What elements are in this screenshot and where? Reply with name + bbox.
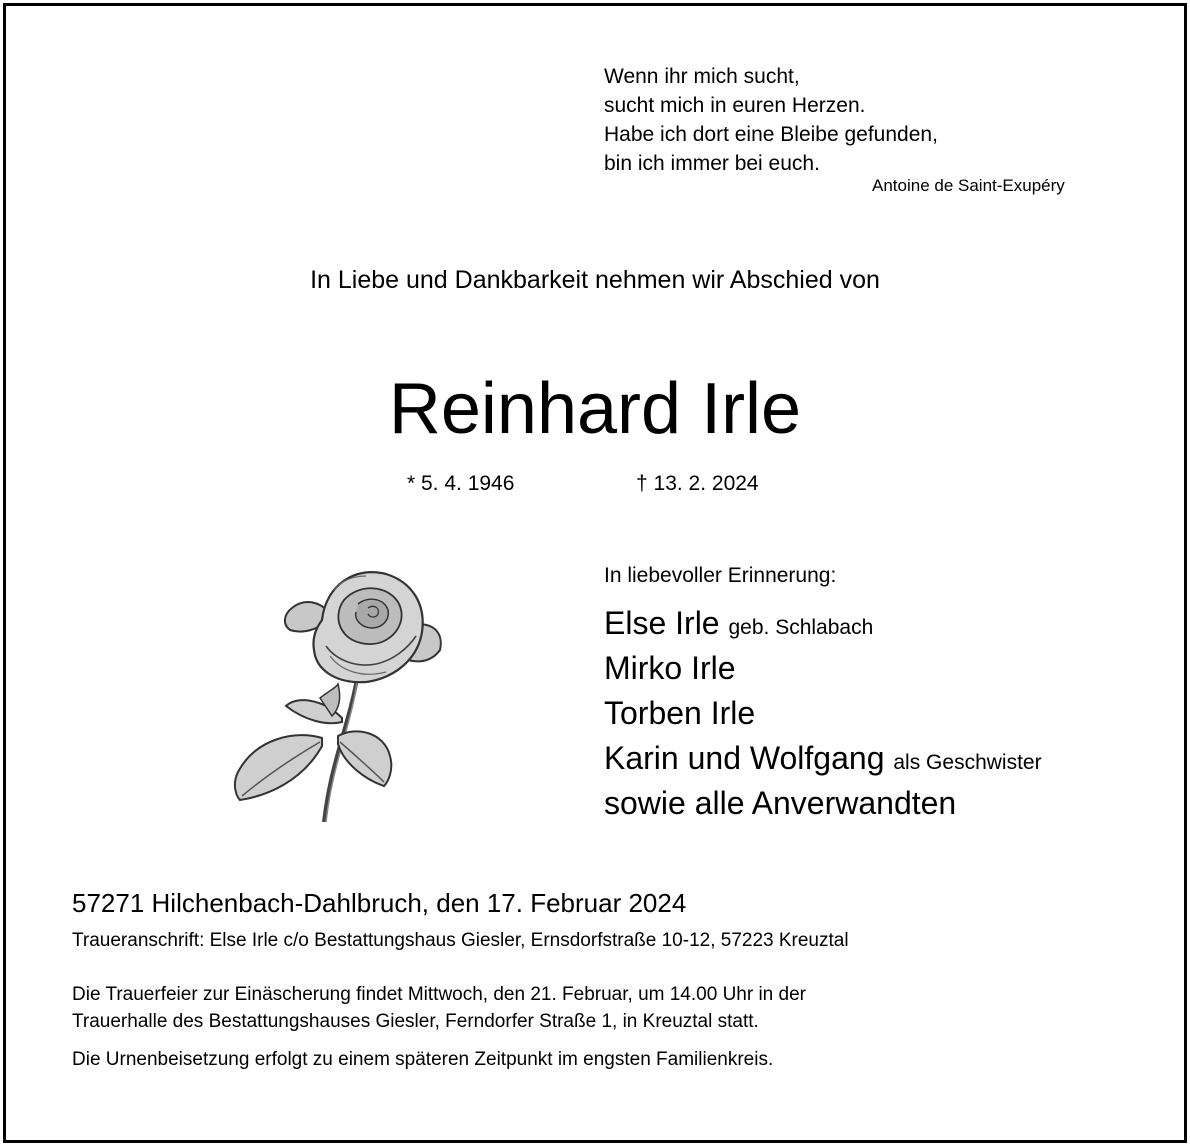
- family-member: [604, 736, 1042, 785]
- birth-date: * 5. 4. 1946: [407, 472, 515, 495]
- family-member-name: Mirko Irle: [604, 650, 736, 686]
- rose-icon: [226, 560, 456, 822]
- poem-line: sucht mich in euren Herzen.: [604, 94, 866, 117]
- mourning-address: Traueranschrift: Else Irle c/o Bestattungshaus Giesler, Ernsdorfstraße 10-12, 57223 Kreuztal: [72, 930, 849, 951]
- family-member-name: Torben Irle: [604, 695, 756, 731]
- family-member: [604, 781, 956, 825]
- deceased-name: Reinhard Irle: [388, 369, 802, 449]
- poem-line: Wenn ihr mich sucht,: [604, 65, 800, 88]
- ceremony-line: Die Trauerfeier zur Einäscherung findet Mittwoch, den 21. Februar, um 14.00 Uhr in der: [72, 984, 806, 1005]
- border-frame: [3, 3, 1187, 1143]
- family-member: [604, 646, 736, 690]
- poem: [604, 62, 938, 178]
- family-heading: In liebevoller Erinnerung:: [604, 564, 837, 587]
- death-date: † 13. 2. 2024: [636, 472, 759, 495]
- place-and-date: 57271 Hilchenbach-Dahlbruch, den 17. Februar 2024: [72, 888, 687, 918]
- intro-text: In Liebe und Dankbarkeit nehmen wir Abschied von: [310, 266, 880, 294]
- ceremony-line: Trauerhalle des Bestattungshauses Giesler, Ferndorfer Straße 1, in Kreuztal statt.: [72, 1011, 759, 1032]
- family-member-name: Else Irle: [604, 605, 720, 641]
- poem-line: bin ich immer bei euch.: [604, 152, 820, 175]
- urn-burial-text: Die Urnenbeisetzung erfolgt zu einem späteren Zeitpunkt im engsten Familienkreis.: [72, 1049, 774, 1070]
- poem-author: Antoine de Saint-Exupéry: [872, 176, 1065, 195]
- family-member: [604, 601, 873, 650]
- family-member-name: Karin und Wolfgang: [604, 740, 885, 776]
- family-member-note: geb. Schlabach: [728, 616, 874, 639]
- family-member: [604, 691, 755, 735]
- family-member-name: sowie alle Anverwandten: [604, 785, 957, 821]
- poem-line: Habe ich dort eine Bleibe gefunden,: [604, 123, 938, 146]
- family-member-note: als Geschwister: [893, 751, 1042, 774]
